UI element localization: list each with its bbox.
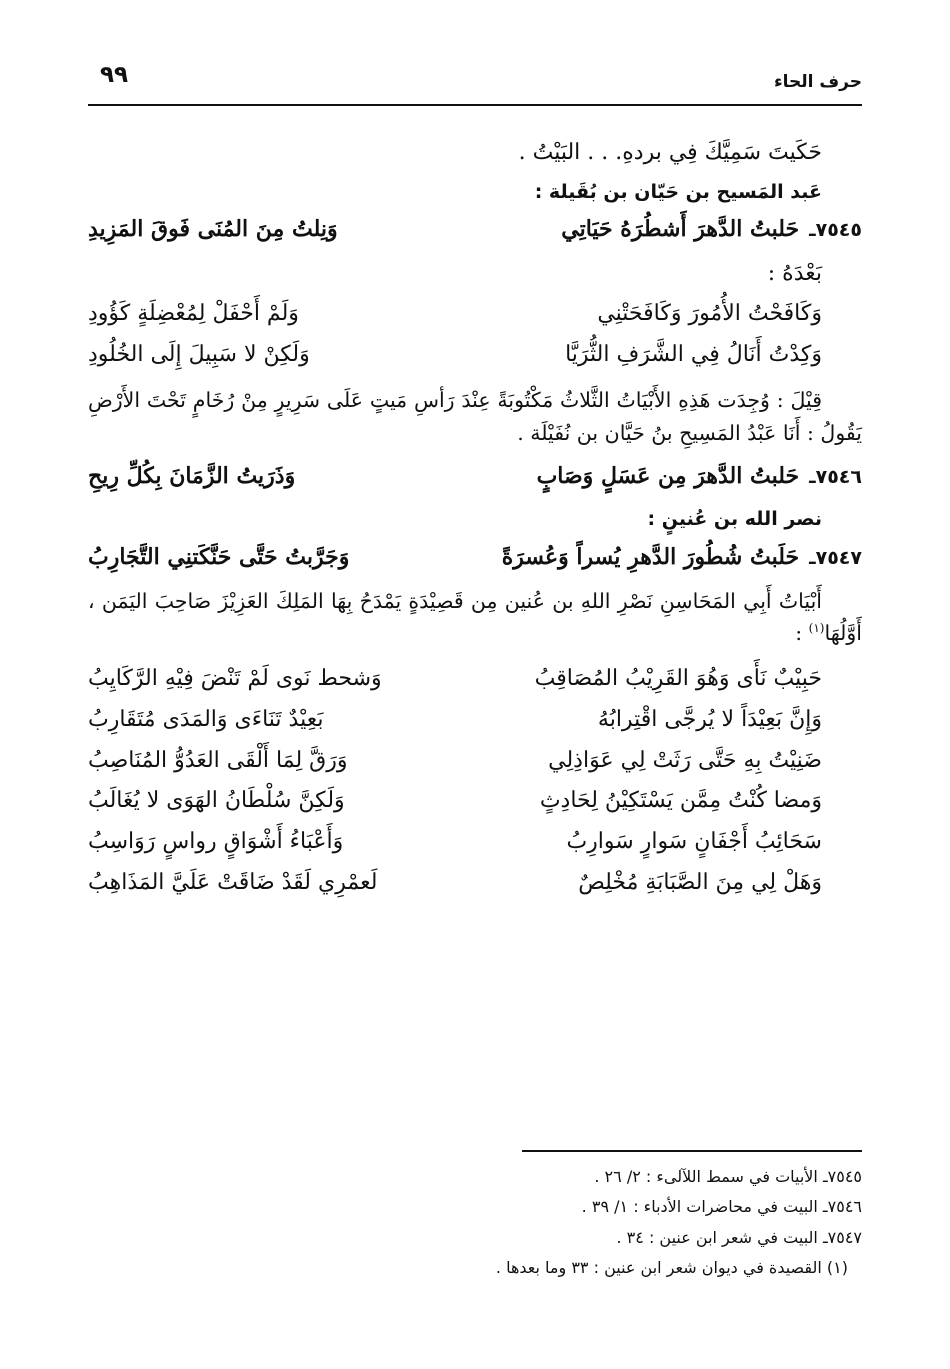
poem-couplet	[88, 705, 862, 735]
paragraph-text: أَبْيَاتُ أَبِي المَحَاسِنِ نَصْرِ اللهِ بن عُنين مِن قَصِيْدَةٍ يَمْدَحُ بِهَا المَلِكَ العَزِيْزَ صَاحِبَ اليَمَن ، أَوَّلُهَا	[88, 588, 862, 646]
footnotes	[88, 1150, 862, 1284]
verse-second-hemistich: وَجَرَّبتُ حَتَّى حَنَّكَتنِي التَّجَارِبُ	[88, 544, 350, 570]
footnote: ٧٥٤٦ـ البيت في محاضرات الأدباء : ١/ ٣٩ .	[581, 1197, 862, 1217]
footnote: (١) القصيدة في ديوان شعر ابن عنين : ٣٣ وما بعدها .	[495, 1258, 848, 1278]
couplet	[88, 299, 862, 329]
couplet	[88, 340, 862, 370]
verse-first-hemistich: وَمضا كُنْتُ مِمَّن يَسْتَكِيْنُ لِحَادِثٍ	[539, 788, 822, 814]
verse-second-hemistich: وَذَرَيتُ الزَّمَانَ بِكُلِّ رِيحِ	[88, 462, 296, 489]
main-text	[88, 130, 862, 897]
verse-second-hemistich: وَنِلتُ مِنَ المُنَى فَوقَ المَزِيدِ	[88, 216, 338, 243]
verse-second-hemistich: وَرَقَّ لِمَا أَلْقَى العَدُوُّ المُنَاصِبُ	[88, 747, 348, 773]
verse-second-hemistich: وَلَكِنْ لا سَبِيلَ إِلَى الخُلُودِ	[88, 342, 310, 368]
verse-first-hemistich: ضَنِيْتُ بِهِ حَتَّى رَثَتْ لِي عَوَاذِلِي	[548, 747, 822, 773]
verse-7545	[88, 215, 862, 245]
verse-7546	[88, 462, 862, 492]
verse-second-hemistich: وَأَعْبَاءُ أَشْوَاقٍ رواسٍ رَوَاسِبُ	[88, 829, 344, 855]
verse-second-hemistich: لَعمْرِي لَقَدْ ضَاقَتْ عَلَيَّ المَذَاهِبُ	[88, 869, 378, 895]
prose-paragraph: قِيْلَ : وُجِدَت هَذِهِ الأَبْيَاتُ الثَّلاثُ مَكْتُوبَةً عِنْدَ رَأسِ مَيتٍ عَلَى سَرِيرٍ مِنْ رُخَامٍ تَحْتَ الأَرْضِ يَقُولُ : أَنَا عَبْدُ المَسِيحِ بنُ حَيَّان بن نُفَيْلَة .	[88, 388, 862, 445]
verse-7547	[88, 543, 862, 573]
running-title: حرف الحاء	[773, 72, 862, 92]
verse-first-hemistich	[561, 215, 862, 245]
verse-first-hemistich: سَحَائِبُ أَجْفَانٍ سَوارٍ سَوارِبُ	[566, 829, 822, 855]
verse-number: ٧٥٤٥ـ	[809, 219, 862, 242]
text-line: حَكَيتَ سَمِيَّكَ فِي بردهِ. . . البَيْتُ .	[518, 140, 822, 165]
poem-couplet	[88, 827, 862, 857]
verse-first-hemistich	[537, 462, 862, 492]
verse-first-hemistich	[502, 543, 862, 573]
verse-first-hemistich: وَكَافَحْتُ الأُمُورَ وَكَافَحَتْنِي	[597, 300, 822, 326]
text-line: بَعْدَهُ :	[767, 261, 822, 287]
footnote-separator	[522, 1150, 862, 1152]
poem-couplet	[88, 786, 862, 816]
verse-second-hemistich: وَلَكِنَّ سُلْطَانُ الهَوَى لا يُغَالَبُ	[88, 788, 345, 814]
verse-first-hemistich: وَإِنَّ بَعِيْدَاً لا يُرجَّى اقْتِرابُهُ	[597, 706, 822, 732]
verse-first-hemistich: حَبِيْبٌ نَأَى وَهُوَ القَرِيْبُ المُصَاقِبُ	[534, 666, 822, 692]
paragraph-colon: :	[795, 621, 809, 646]
poet-heading: نصر الله بن عُنينٍ :	[647, 508, 822, 531]
verse-number: ٧٥٤٧ـ	[809, 547, 862, 569]
page-header	[88, 58, 862, 106]
footnote-marker: (١)	[808, 621, 825, 636]
prose-paragraph	[88, 585, 862, 651]
poem-couplet	[88, 664, 862, 694]
footnote: ٧٥٤٧ـ البيت في شعر ابن عنين : ٣٤ .	[616, 1227, 862, 1247]
hemistich-text: حَلَبتُ شُطُورَ الدَّهرِ يُسراً وَعُسرَةً	[501, 544, 800, 570]
verse-first-hemistich: وَهَلْ لِي مِنَ الصَّبَابَةِ مُخْلِصٌ	[578, 869, 822, 895]
poem-couplet	[88, 868, 862, 898]
couplets-block	[88, 299, 862, 370]
hemistich-text: حَلبتُ الدَّهرَ أَشطُرَهُ حَيَاتِي	[561, 216, 800, 243]
page-number: ٩٩	[100, 62, 129, 88]
poem-couplet	[88, 746, 862, 776]
verse-second-hemistich: وَشحط نَوى لَمْ تَنْضَ فِيْهِ الرَّكَايِبُ	[88, 666, 382, 692]
poem-block	[88, 664, 862, 897]
verse-number: ٧٥٤٦ـ	[809, 465, 862, 488]
verse-first-hemistich: وَكِدْتُ أَنَالُ فِي الشَّرَفِ الثُّرَيَّا	[565, 342, 822, 368]
footnote: ٧٥٤٥ـ الأبيات في سمط اللآلىء : ٢/ ٢٦ .	[594, 1167, 862, 1186]
hemistich-text: حَلبتُ الدَّهرَ مِن عَسَلٍ وَصَابٍ	[536, 462, 800, 489]
poet-heading: عَبد المَسيح بن حَيّان بن بُقَيلة :	[534, 180, 822, 203]
verse-second-hemistich: بَعِيْدٌ تَنَاءَى وَالمَدَى مُتَقَارِبُ	[88, 706, 324, 732]
verse-second-hemistich: وَلَمْ أَحْفَلْ لِمُعْضِلَةٍ كَؤُودِ	[88, 300, 299, 326]
